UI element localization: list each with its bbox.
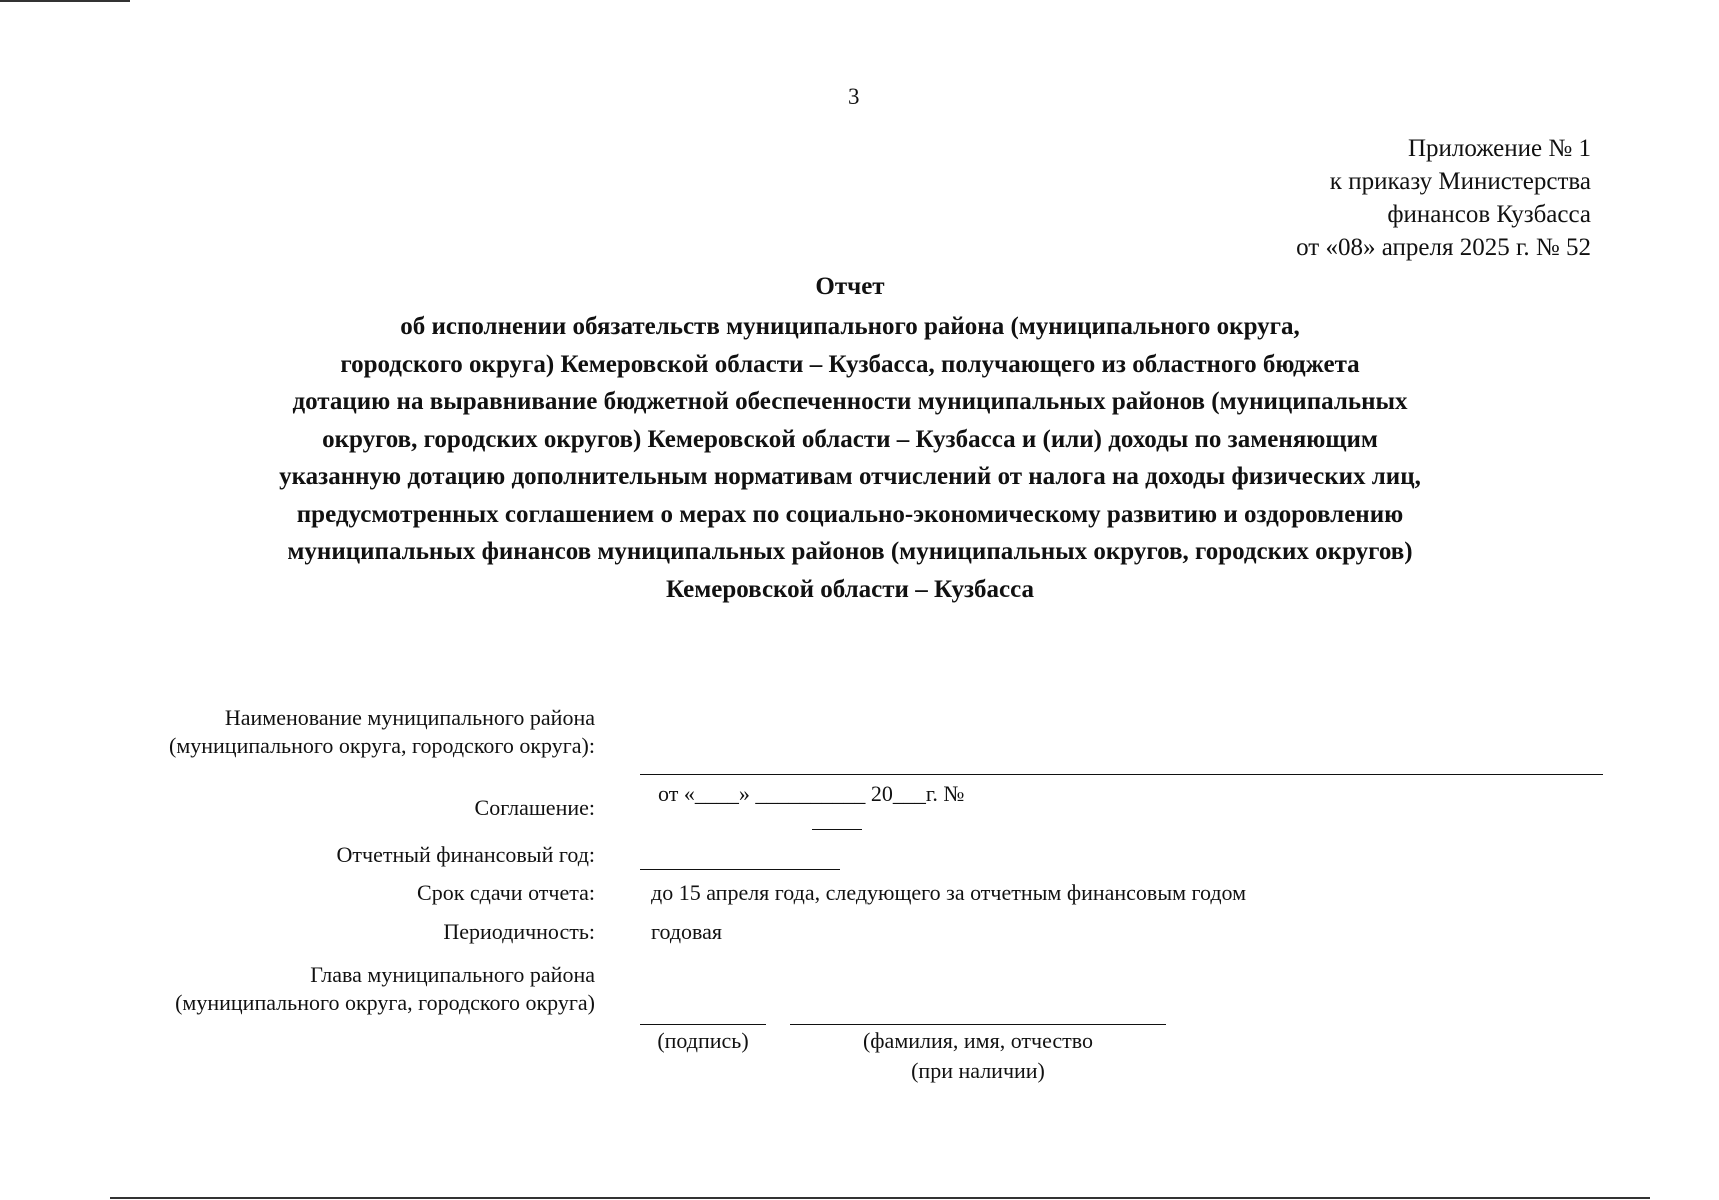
- scan-edge-top: [0, 0, 130, 2]
- signature-caption: (подпись): [657, 1028, 749, 1053]
- subtitle-line: муниципальных финансов муниципальных районов (муниципальных округов, городских округов): [287, 538, 1413, 565]
- periodicity-label: Периодичность:: [443, 919, 595, 944]
- appendix-line-3: финансов Кузбасса: [1387, 201, 1591, 228]
- agreement-field[interactable]: от «____» __________ 20___г. №: [658, 781, 965, 806]
- periodicity-value: годовая: [651, 919, 723, 944]
- report-subtitle: [150, 308, 1550, 608]
- appendix-line-4: от «08» апреля 2025 г. № 52: [1296, 234, 1591, 261]
- agreement-label: Соглашение:: [474, 795, 595, 820]
- full-name-field[interactable]: [790, 1024, 1166, 1025]
- scan-edge-bottom: [110, 1197, 1650, 1199]
- signature-field[interactable]: [640, 1024, 766, 1025]
- subtitle-line: дотацию на выравнивание бюджетной обеспеченности муниципальных районов (муниципальных: [292, 388, 1408, 415]
- subtitle-line: округов, городских округов) Кемеровской области – Кузбасса и (или) доходы по заменяющим: [322, 425, 1378, 453]
- fiscal-year-label: Отчетный финансовый год:: [336, 842, 595, 867]
- subtitle-line: указанную дотацию дополнительным нормативам отчислений от налога на доходы физических лиц,: [279, 463, 1421, 490]
- municipality-name-field[interactable]: [640, 774, 1603, 775]
- appendix-block: [1151, 132, 1591, 264]
- municipality-label: Наименование муниципального района (муниципального округа, городского округа):: [169, 705, 595, 758]
- appendix-line-2: к приказу Министерства: [1329, 168, 1591, 195]
- report-title: Отчет: [815, 273, 885, 300]
- full-name-caption: (фамилия, имя, отчество (при наличии): [862, 1028, 1094, 1083]
- deadline-value: до 15 апреля года, следующего за отчетным финансовым годом: [651, 880, 1247, 905]
- deadline-label: Срок сдачи отчета:: [417, 880, 595, 905]
- appendix-line-1: Приложение № 1: [1407, 135, 1591, 162]
- subtitle-line: предусмотренных соглашением о мерах по социально-экономическому развитию и оздоровлению: [296, 500, 1404, 528]
- page-number: 3: [848, 84, 860, 109]
- subtitle-line: об исполнении обязательств муниципального района (муниципального округа,: [400, 313, 1300, 340]
- fiscal-year-field[interactable]: [640, 869, 840, 870]
- subtitle-line: Кемеровской области – Кузбасса: [665, 575, 1035, 603]
- agreement-number-line[interactable]: [812, 829, 862, 830]
- subtitle-line: городского округа) Кемеровской области – Кузбасса, получающего из областного бюджета: [340, 350, 1360, 378]
- head-label: Глава муниципального района (муниципального округа, городского округа): [175, 962, 595, 1015]
